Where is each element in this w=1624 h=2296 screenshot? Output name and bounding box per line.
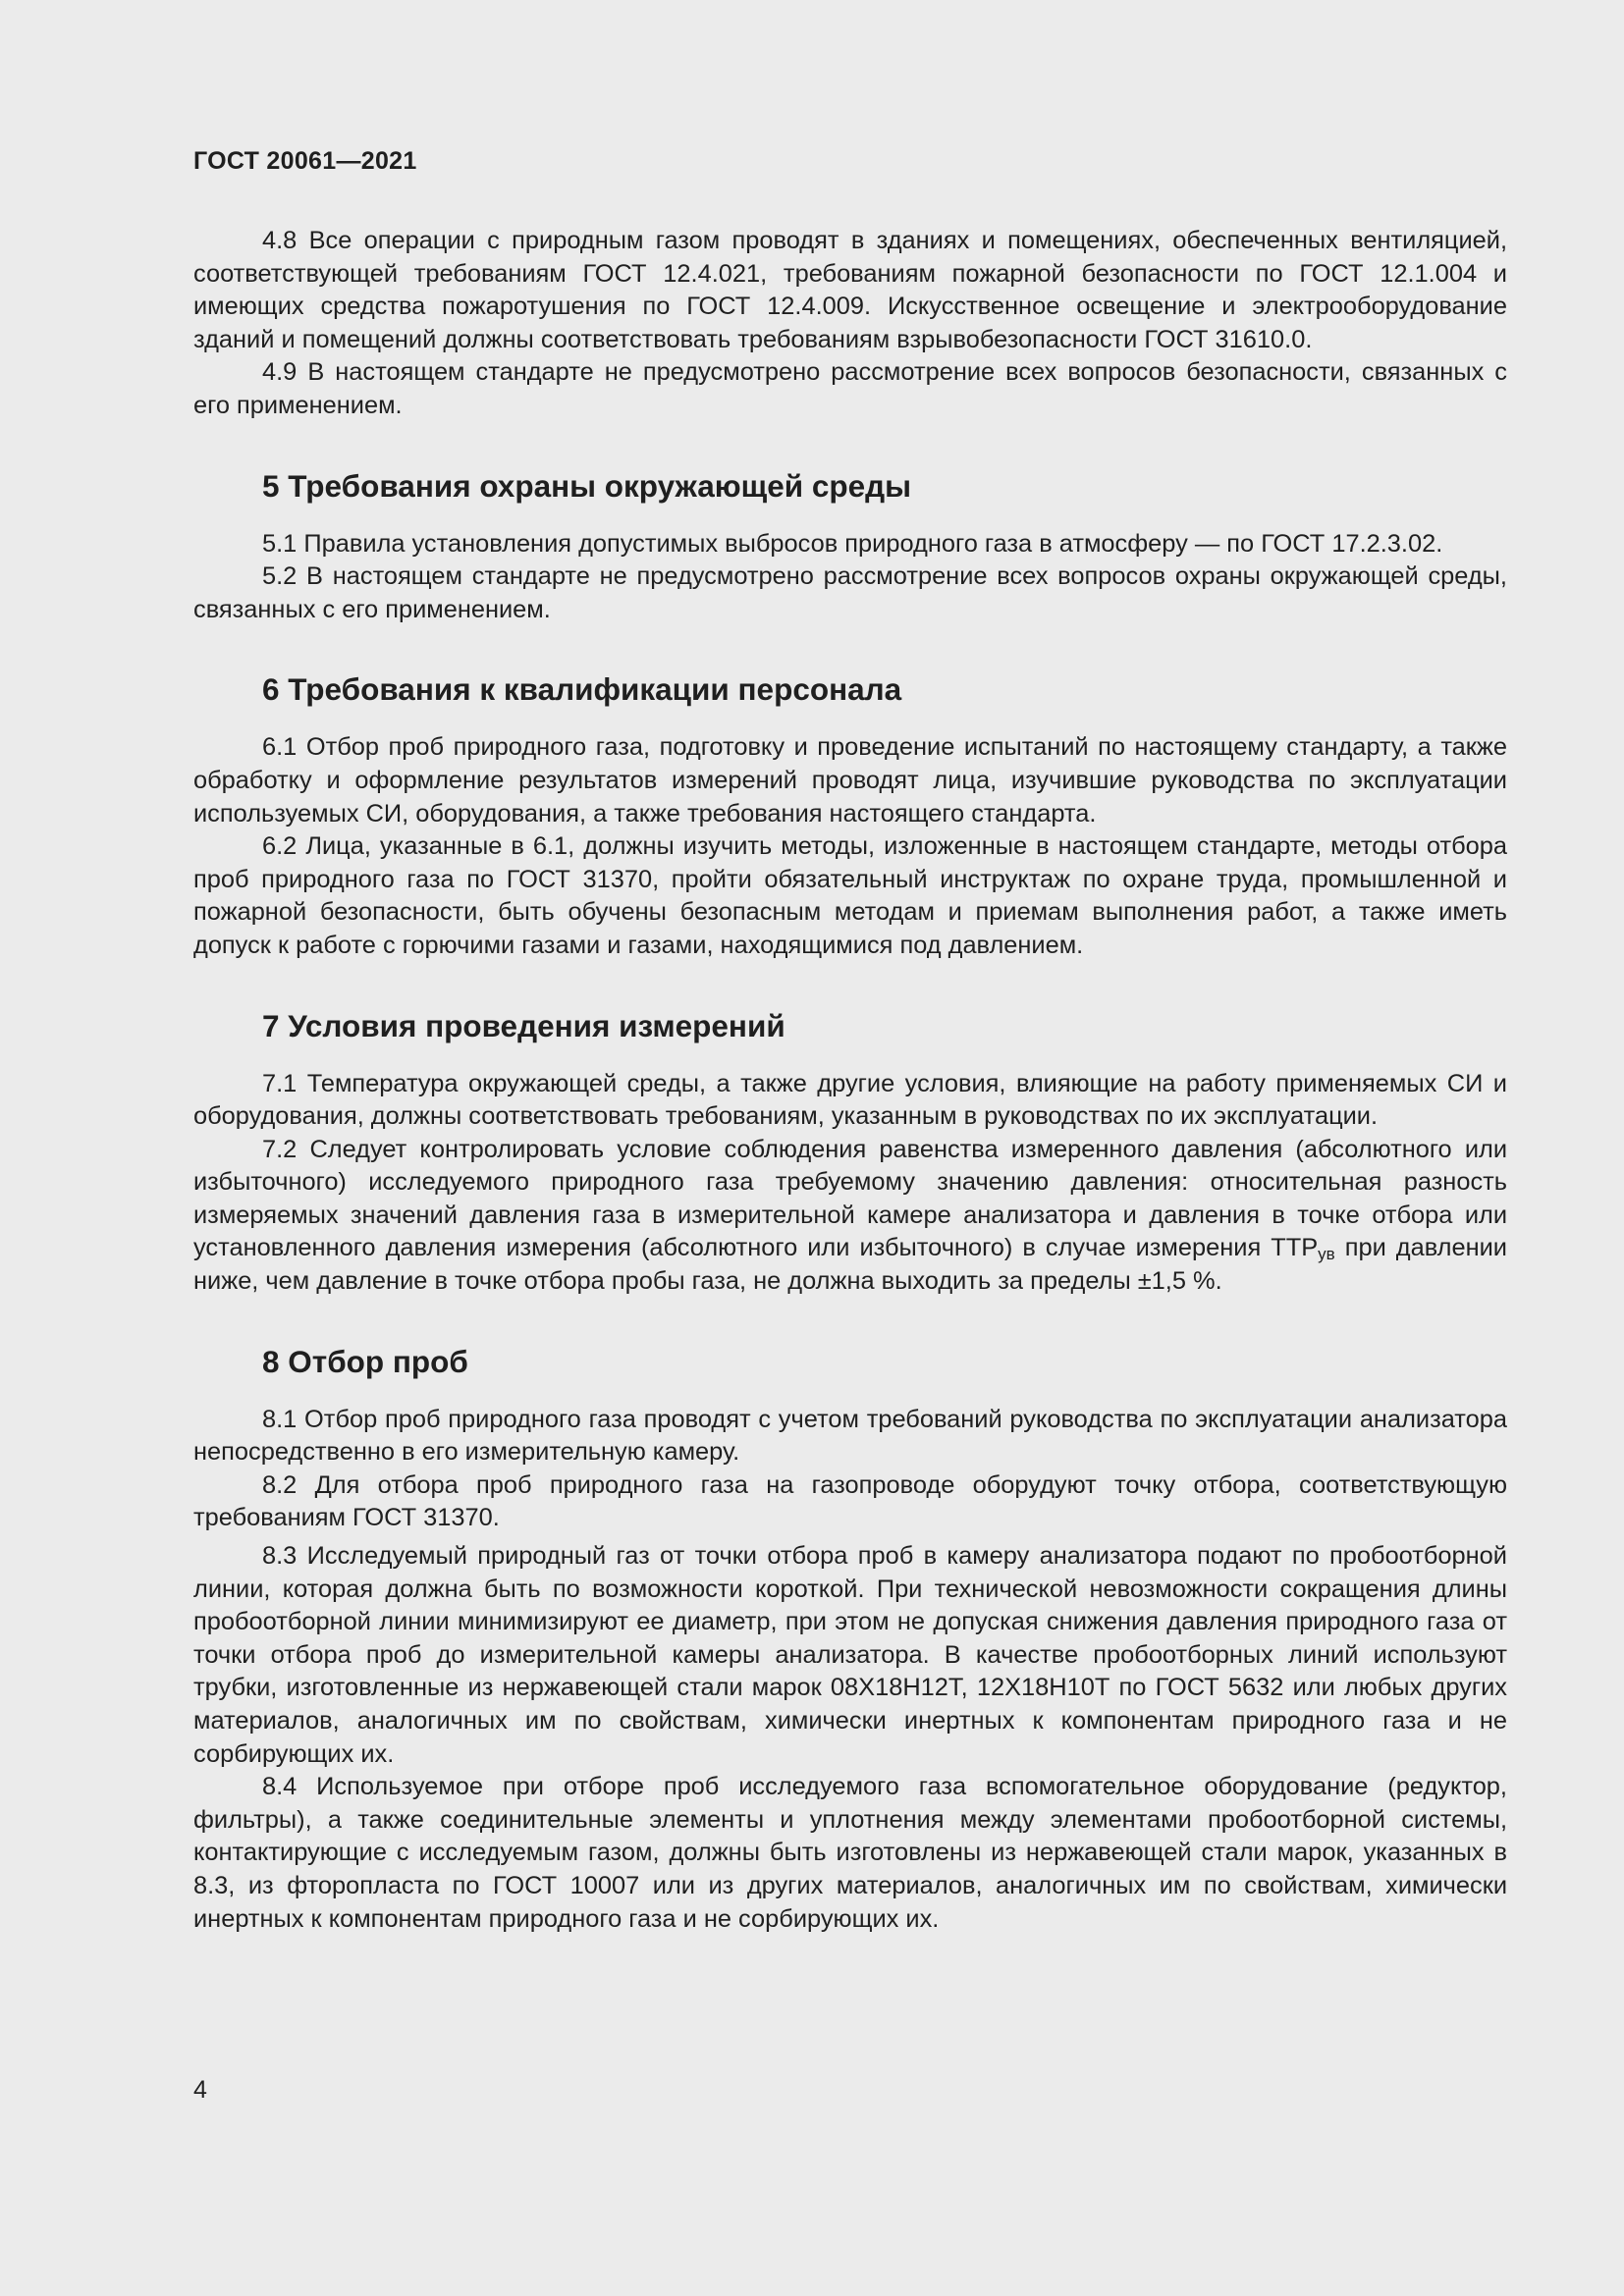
paragraph-7-1: 7.1 Температура окружающей среды, а также другие условия, влияющие на работу применяемых СИ и оборудования, должны соответствовать требованиям, указанным в руководствах по их эксплуатации.	[193, 1069, 1507, 1131]
section-7-heading: 7 Условия проведения измерений	[262, 1007, 785, 1043]
paragraph-7-2	[193, 1134, 1507, 1299]
paragraph-6-1: 6.1 Отбор проб природного газа, подготовку и проведение испытаний по настоящему стандарту, а также обработку и оформление результатов измерений проводят лица, изучившие руководства по эксплуатации используемых СИ, оборудования, а также требования настоящего стандарта.	[193, 733, 1507, 828]
paragraph-8-3: 8.3 Исследуемый природный газ от точки отбора проб в камеру анализатора подают по пробоотборной линии, которая должна быть по возможности короткой. При технической невозможности сокращения длины пробоотборной линии минимизируют ее диаметр, при этом не допуская снижения давления природного газа от точки отбора проб до измерительной камеры анализатора. В качестве пробоотборных линий используют трубки, изготовленные из нержавеющей стали марок 08Х18Н12Т, 12Х18Н10Т по ГОСТ 5632 или любых других материалов, аналогичных им по свойствам, химически инертных к компонентам природного газа и не сорбирующих их.	[193, 1542, 1507, 1768]
section-8-heading: 8 Отбор проб	[262, 1343, 468, 1379]
paragraph-7-2-text-end: при давлении ниже, чем давление в точке отбора пробы газа, не должна выходить за пределы ±1,5 %.	[193, 1234, 1507, 1296]
paragraph-5-1: 5.1 Правила установления допустимых выбросов природного газа в атмосферу — по ГОСТ 17.2.3.02.	[262, 529, 1443, 558]
paragraph-5-2: 5.2 В настоящем стандарте не предусмотрено рассмотрение всех вопросов охраны окружающей среды, связанных с его применением.	[193, 562, 1507, 623]
section-5-heading: 5 Требования охраны окружающей среды	[262, 467, 912, 504]
paragraph-4-8: 4.8 Все операции с природным газом проводят в зданиях и помещениях, обеспеченных вентиляцией, соответствующей требованиям ГОСТ 12.4.021, требованиям пожарной безопасности по ГОСТ 12.1.004 и имеющих средства пожаротушения по ГОСТ 12.4.009. Искусственное освещение и электрооборудование зданий и помещений должны соответствовать требованиям взрывобезопасности ГОСТ 31610.0.	[193, 227, 1507, 353]
paragraph-8-2: 8.2 Для отбора проб природного газа на газопроводе оборудуют точку отбора, соответствующую требованиям ГОСТ 31370.	[193, 1470, 1507, 1532]
page-number: 4	[193, 2076, 207, 2104]
page-content	[193, 225, 1507, 1936]
paragraph-6-2: 6.2 Лица, указанные в 6.1, должны изучить методы, изложенные в настоящем стандарте, методы отбора проб природного газа по ГОСТ 31370, пройти обязательный инструктаж по охране труда, промышленной и пожарной безопасности, быть обучены безопасным методам и приемам выполнения работ, а также иметь допуск к работе с горючими газами и газами, находящимися под давлением.	[193, 832, 1507, 959]
paragraph-7-2-text-start: 7.2 Следует контролировать условие соблюдения равенства измеренного давления (абсолютного или избыточного) исследуемого природного газа требуемому значению давления: относительная разность измеряемых значений давления газа в измерительной камере анализатора и давления в точке отбора или установленного давления измерения (абсолютного или избыточного) в случае измерения ТТР	[193, 1135, 1507, 1262]
paragraph-8-4: 8.4 Используемое при отборе проб исследуемого газа вспомогательное оборудование (редуктор, фильтры), а также соединительные элементы и уплотнения между элементами пробоотборной системы, контактирующие с исследуемым газом, должны быть изготовлены из нержавеющей стали марок, указанных в 8.3, из фторопласта по ГОСТ 10007 или из других материалов, аналогичных им по свойствам, химически инертных к компонентам природного газа и не сорбирующих их.	[193, 1773, 1507, 1933]
paragraph-8-1: 8.1 Отбор проб природного газа проводят с учетом требований руководства по эксплуатации анализатора непосредственно в его измерительную камеру.	[193, 1405, 1507, 1467]
paragraph-4-9: 4.9 В настоящем стандарте не предусмотрено рассмотрение всех вопросов безопасности, связанных с его применением.	[193, 358, 1507, 419]
section-6-heading: 6 Требования к квалификации персонала	[262, 671, 902, 708]
ttr-subscript: ув	[1318, 1245, 1335, 1264]
document-header: ГОСТ 20061—2021	[193, 147, 417, 175]
